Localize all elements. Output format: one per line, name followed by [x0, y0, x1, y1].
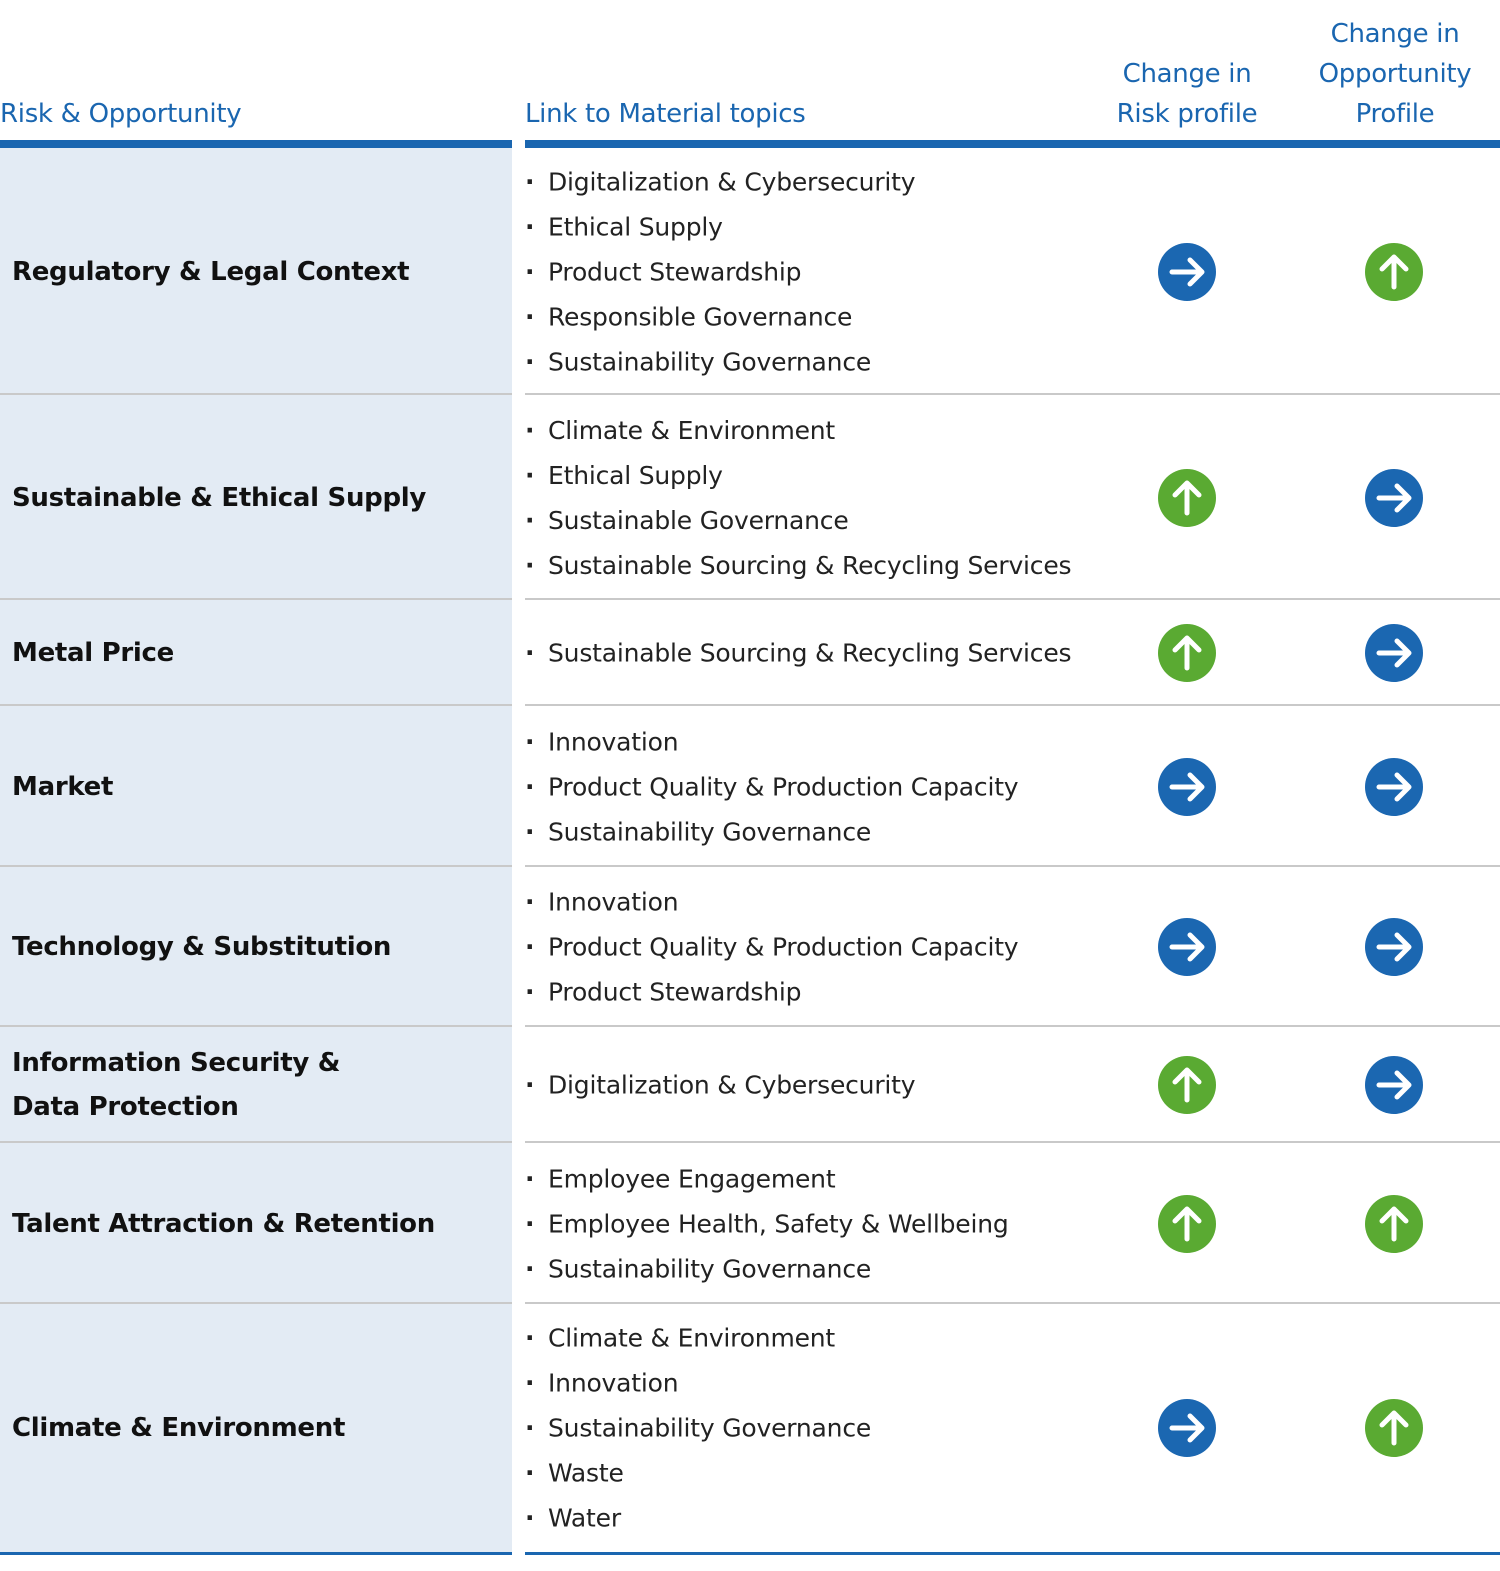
material-topics-list: [525, 631, 1071, 676]
arrow-up-icon: [1365, 1195, 1423, 1253]
footer-rule-right: [525, 1552, 1500, 1555]
material-topic-item: · Sustainable Governance: [525, 498, 1071, 543]
material-topic-item: · Digitalization & Cybersecurity: [525, 1063, 915, 1108]
arrow-up-icon: [1158, 1195, 1216, 1253]
risk-name: [12, 476, 472, 520]
risk-cell: [0, 148, 512, 395]
risk-name: [12, 925, 472, 969]
risk-cell: [0, 1143, 512, 1304]
material-topic-item: · Ethical Supply: [525, 204, 915, 249]
risk-name-line: Talent Attraction & Retention: [12, 1208, 435, 1239]
risk-name-line: Data Protection: [12, 1092, 239, 1122]
material-topic-item: · Sustainable Sourcing & Recycling Services: [525, 543, 1071, 588]
risk-name-line: Metal Price: [12, 638, 174, 668]
material-topic-item: · Innovation: [525, 880, 1018, 925]
material-topic-item: · Innovation: [525, 719, 1018, 764]
risk-name-line: Climate & Environment: [12, 1413, 346, 1443]
risk-name-line: Technology & Substitution: [12, 932, 392, 962]
risk-name: [12, 1202, 472, 1246]
arrow-right-icon: [1158, 1399, 1216, 1457]
material-topic-item: · Product Quality & Production Capacity: [525, 764, 1018, 809]
material-topic-item: · Water: [525, 1496, 871, 1541]
arrow-right-icon: [1365, 758, 1423, 816]
material-topic-item: · Employee Health, Safety & Wellbeing: [525, 1201, 1009, 1246]
risk-name: [12, 631, 472, 675]
header-change-opportunity-line: Change in: [1330, 19, 1460, 49]
risk-cell: [0, 600, 512, 706]
material-topic-item: · Employee Engagement: [525, 1156, 1009, 1201]
footer-rule-left: [0, 1552, 512, 1555]
header-link-material-topics: Link to Material topics: [525, 99, 806, 129]
risk-cell: [0, 867, 512, 1027]
material-topics-list: [525, 1063, 915, 1108]
material-topic-item: · Sustainability Governance: [525, 1246, 1009, 1291]
material-topics-list: [525, 1316, 871, 1541]
arrow-up-icon: [1158, 624, 1216, 682]
header-change-opportunity-profile: [1295, 14, 1495, 134]
risk-name-line: Regulatory & Legal Context: [12, 256, 410, 287]
header-change-risk-profile: [1087, 54, 1287, 134]
table-row: [0, 148, 1500, 395]
header-risk-opportunity: Risk & Opportunity: [0, 99, 242, 129]
arrow-right-icon: [1158, 243, 1216, 301]
material-topic-item: · Waste: [525, 1451, 871, 1496]
table-row: [0, 867, 1500, 1027]
table-row: [0, 1304, 1500, 1552]
header-change-opportunity-line: Opportunity: [1318, 59, 1472, 89]
material-topics-list: [525, 719, 1018, 854]
arrow-up-icon: [1158, 1056, 1216, 1114]
risk-name: [12, 765, 472, 809]
risk-name-line: Sustainable & Ethical Supply: [12, 482, 427, 513]
arrow-right-icon: [1158, 918, 1216, 976]
arrow-right-icon: [1365, 918, 1423, 976]
arrow-up-icon: [1365, 1399, 1423, 1457]
risk-cell: [0, 706, 512, 867]
material-topic-item: · Product Stewardship: [525, 970, 1018, 1015]
table-row: [0, 395, 1500, 600]
risk-name-line: Market: [12, 771, 114, 802]
material-topic-item: · Sustainability Governance: [525, 1406, 871, 1451]
header-change-risk-line: Risk profile: [1116, 99, 1258, 129]
risk-name: [12, 1406, 472, 1450]
material-topics-list: [525, 1156, 1009, 1291]
material-topic-item: · Digitalization & Cybersecurity: [525, 159, 915, 204]
material-topic-item: · Responsible Governance: [525, 294, 915, 339]
header-change-risk-line: Change in: [1122, 59, 1252, 89]
material-topic-item: · Sustainability Governance: [525, 809, 1018, 854]
arrow-right-icon: [1158, 758, 1216, 816]
header-rule-left: [0, 140, 512, 148]
table-row: [0, 600, 1500, 706]
arrow-up-icon: [1158, 469, 1216, 527]
table-row: [0, 1143, 1500, 1304]
header-change-opportunity-line: Profile: [1355, 99, 1435, 129]
material-topic-item: · Sustainability Governance: [525, 339, 915, 384]
material-topics-list: [525, 880, 1018, 1015]
risk-name: [12, 1041, 472, 1129]
table-row: [0, 1027, 1500, 1143]
risk-name: [12, 250, 472, 294]
risk-cell: [0, 1027, 512, 1143]
material-topic-item: · Sustainable Sourcing & Recycling Services: [525, 631, 1071, 676]
arrow-right-icon: [1365, 624, 1423, 682]
material-topic-item: · Product Stewardship: [525, 249, 915, 294]
arrow-right-icon: [1365, 469, 1423, 527]
risk-cell: [0, 1304, 512, 1552]
material-topic-item: · Climate & Environment: [525, 1316, 871, 1361]
material-topic-item: · Product Quality & Production Capacity: [525, 925, 1018, 970]
material-topic-item: · Climate & Environment: [525, 408, 1071, 453]
material-topic-item: · Innovation: [525, 1361, 871, 1406]
risk-name-line: Information Security &: [12, 1048, 341, 1078]
material-topic-item: · Ethical Supply: [525, 453, 1071, 498]
arrow-up-icon: [1365, 243, 1423, 301]
material-topics-list: [525, 159, 915, 384]
arrow-right-icon: [1365, 1056, 1423, 1114]
table-row: [0, 706, 1500, 867]
header-rule-right: [525, 140, 1500, 148]
material-topics-list: [525, 408, 1071, 588]
risk-cell: [0, 395, 512, 600]
